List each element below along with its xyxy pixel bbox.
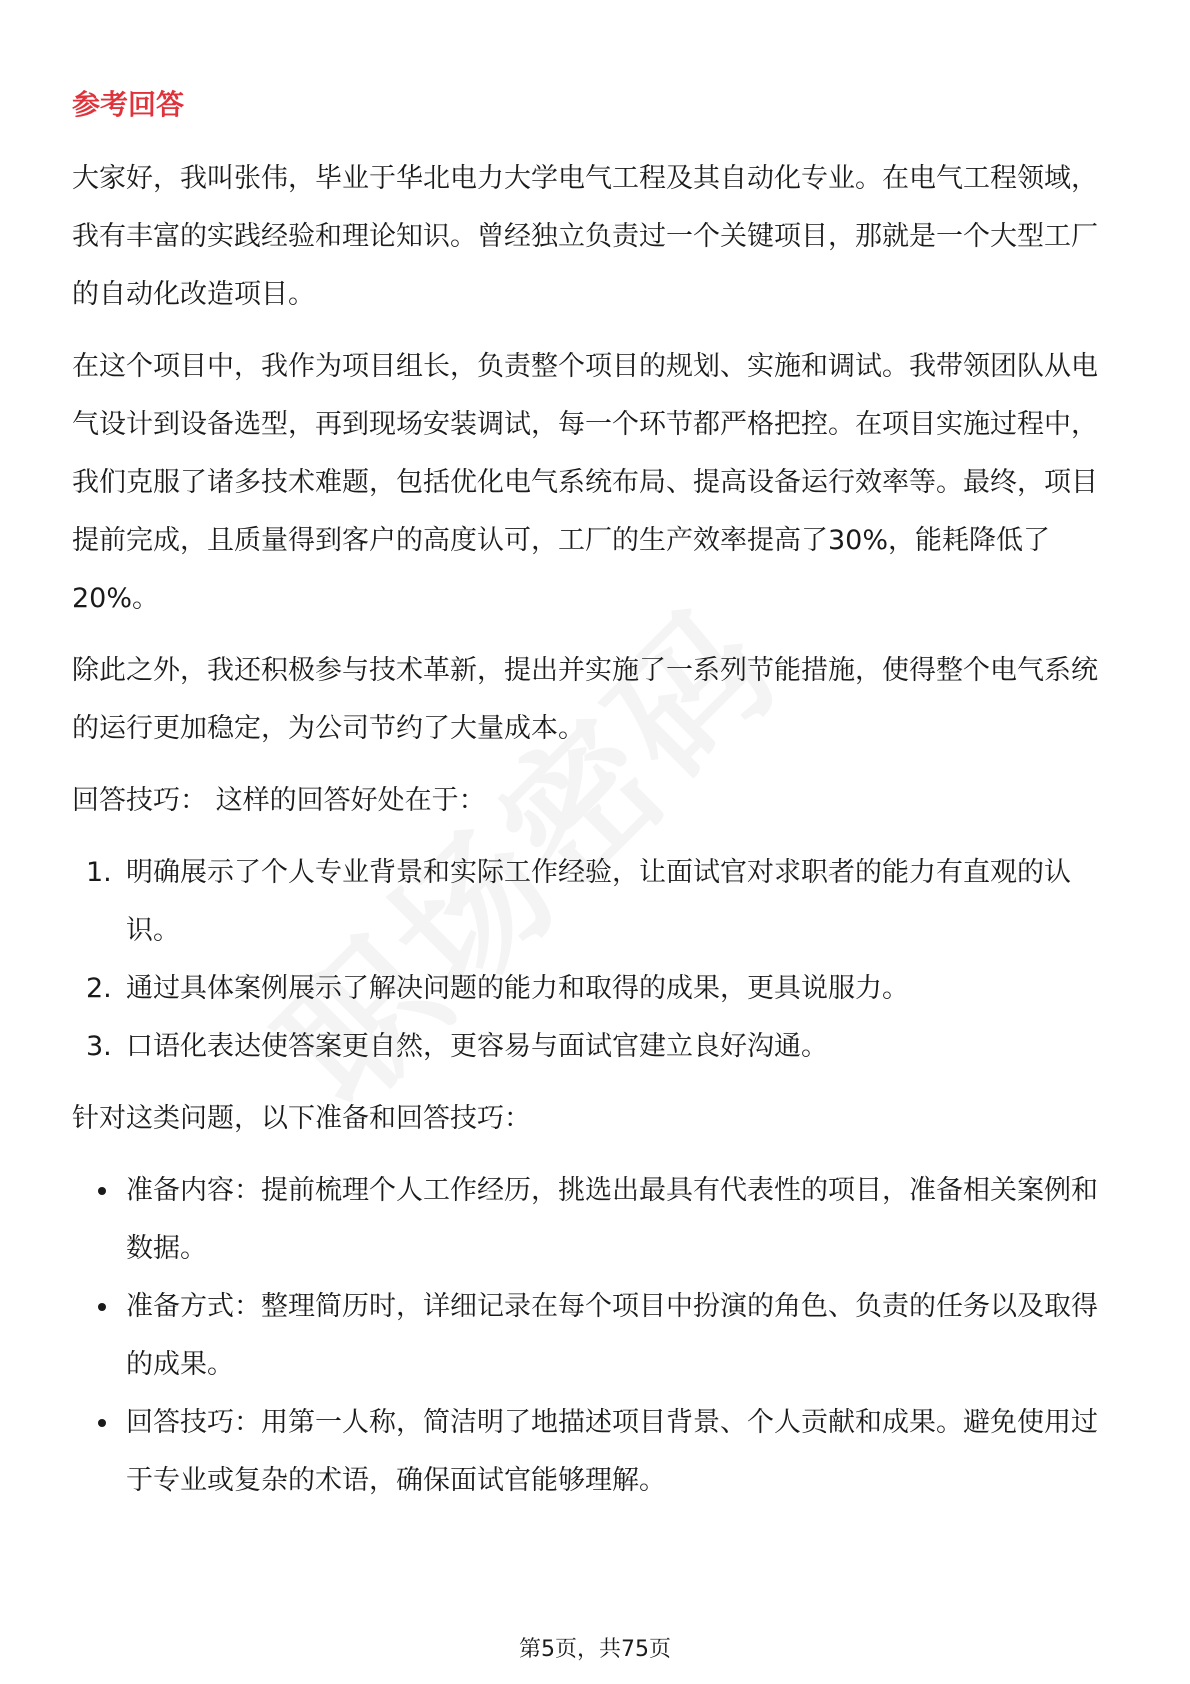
list-item — [72, 960, 1122, 1018]
page-number: 第5页，共75页 — [519, 1637, 671, 1662]
paragraph-innovation: 除此之外，我还积极参与技术革新，提出并实施了一系列节能措施，使得整个电气系统的运行更加稳定，为公司节约了大量成本。 — [72, 655, 1098, 744]
list-item-text: 明确展示了个人专业背景和实际工作经验，让面试官对求职者的能力有直观的认识。 — [126, 857, 1071, 946]
prep-intro: 针对这类问题，以下准备和回答技巧： — [72, 1103, 531, 1134]
list-item — [72, 1162, 1122, 1278]
list-item — [72, 1278, 1122, 1394]
bullet-icon — [98, 1187, 106, 1195]
tips-list — [72, 844, 1122, 1076]
list-number: 1. — [86, 857, 112, 888]
bullet-icon — [98, 1419, 106, 1427]
list-item — [72, 1394, 1122, 1510]
list-item — [72, 844, 1122, 960]
page-content — [72, 82, 1122, 1524]
list-item-text: 通过具体案例展示了解决问题的能力和取得的成果，更具说服力。 — [126, 973, 909, 1004]
list-number: 2. — [86, 973, 112, 1004]
list-item-text: 准备方式：整理简历时，详细记录在每个项目中扮演的角色、负责的任务以及取得的成果。 — [126, 1291, 1098, 1380]
list-item-text: 口语化表达使答案更自然，更容易与面试官建立良好沟通。 — [126, 1031, 828, 1062]
tips-intro: 回答技巧： 这样的回答好处在于： — [72, 785, 486, 816]
paragraph-project: 在这个项目中，我作为项目组长，负责整个项目的规划、实施和调试。我带领团队从电气设计到设备选型，再到现场安装调试，每一个环节都严格把控。在项目实施过程中，我们克服了诸多技术难题，包括优化电气系统布局、提高设备运行效率等。最终，项目提前完成，且质量得到客户的高度认可，工厂的生产效率提高了30%，能耗降低了20%。 — [72, 351, 1098, 614]
bullet-icon — [98, 1303, 106, 1311]
prep-list — [72, 1162, 1122, 1510]
paragraph-intro: 大家好，我叫张伟，毕业于华北电力大学电气工程及其自动化专业。在电气工程领域，我有丰富的实践经验和理论知识。曾经独立负责过一个关键项目，那就是一个大型工厂的自动化改造项目。 — [72, 163, 1098, 310]
list-item-text: 回答技巧：用第一人称，简洁明了地描述项目背景、个人贡献和成果。避免使用过于专业或复杂的术语，确保面试官能够理解。 — [126, 1407, 1098, 1496]
list-number: 3. — [86, 1031, 112, 1062]
list-item-text: 准备内容：提前梳理个人工作经历，挑选出最具有代表性的项目，准备相关案例和数据。 — [126, 1175, 1098, 1264]
section-heading: 参考回答 — [72, 88, 185, 121]
list-item — [72, 1018, 1122, 1076]
